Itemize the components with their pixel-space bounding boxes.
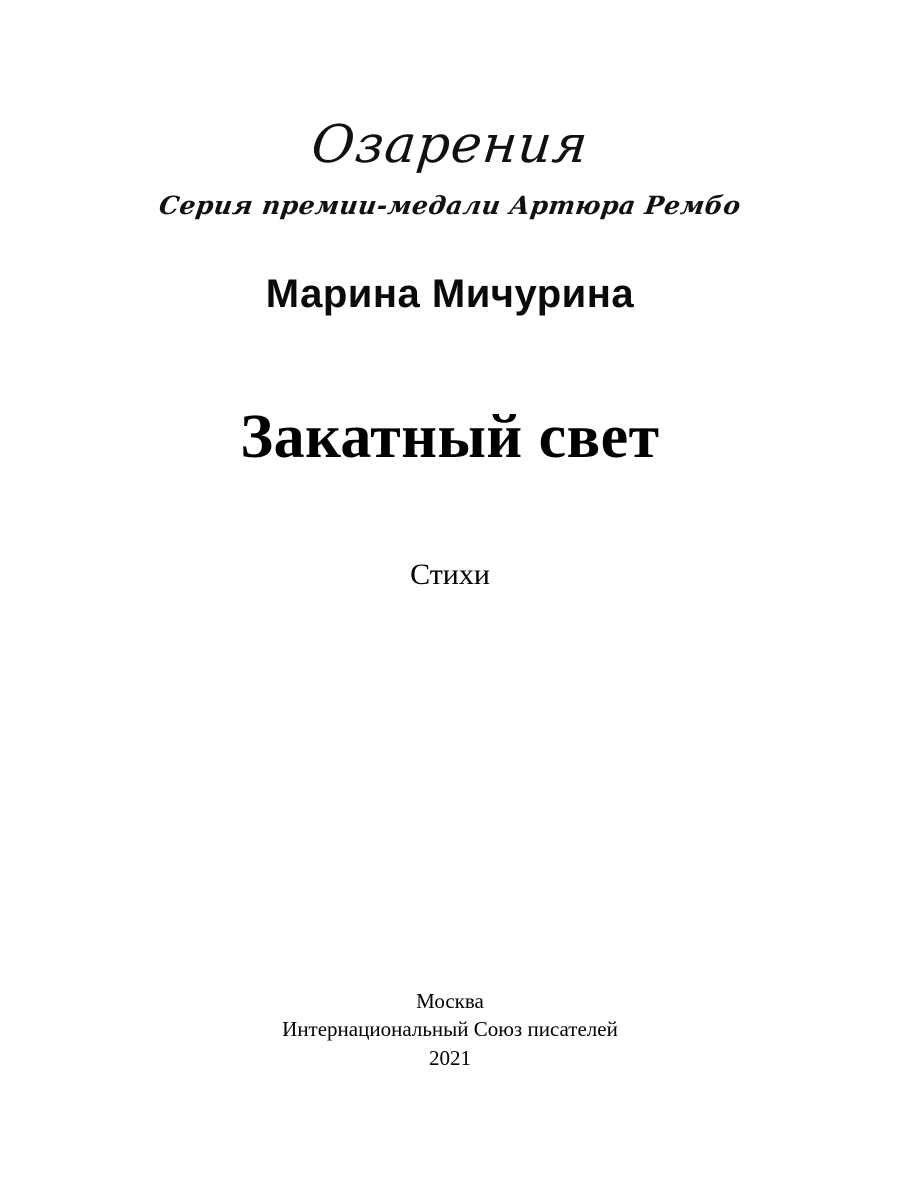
genre-label: Стихи: [410, 558, 490, 592]
imprint-year: 2021: [429, 1045, 471, 1070]
imprint-block: [0, 987, 900, 1072]
series-subtitle: Серия премии-медали Артюра Рембо: [157, 190, 743, 220]
series-name: Озарения: [308, 115, 592, 175]
series-block: [0, 115, 900, 220]
imprint-city: Москва: [416, 988, 484, 1013]
imprint-publisher: Интернациональный Союз писателей: [282, 1017, 618, 1042]
book-title: Закатный свет: [240, 402, 660, 471]
author-name: Марина Мичурина: [265, 271, 635, 316]
